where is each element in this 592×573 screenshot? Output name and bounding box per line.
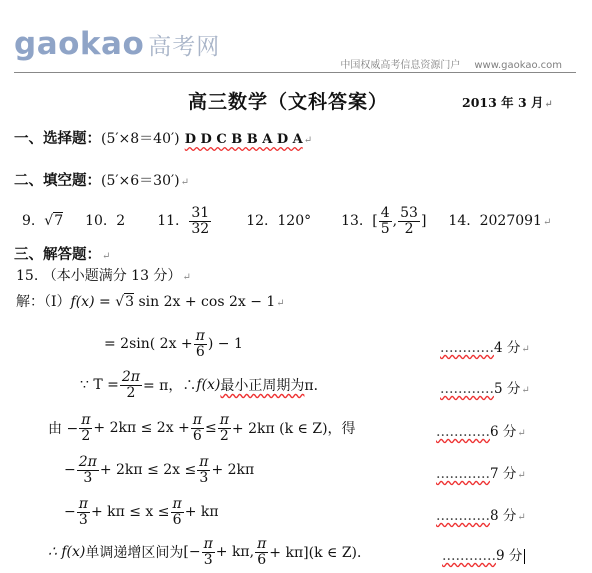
q15-line-3: ∵ T = $\frac{2\pi}{2}$ = π，∴ f(x) 最小正周期为 π． [80, 368, 328, 401]
header-divider [14, 72, 576, 73]
section-choice-formula: (5′×8＝40′) [101, 131, 180, 147]
doc-date: 2013 年 3 月↵ [462, 95, 553, 110]
choice-answers: D D C B B A D A [184, 132, 303, 147]
score-7: …………7 分↵ [436, 466, 526, 482]
gaokao-logo [14, 26, 220, 62]
section-solve: 三、解答题：↵ [14, 246, 111, 263]
section-fill-label: 二、填空题： [14, 172, 101, 189]
logo-latin: gaokao [14, 26, 145, 62]
q15-line-2: = 2sin( 2x + $\frac{\pi}{6}$ ) − 1 [104, 327, 243, 360]
q15-line-6: − $\frac{\pi}{3}$ + kπ ≤ x ≤ $\frac{\pi}{6}$ + kπ [64, 495, 219, 528]
q15-line-1: 解：（Ⅰ）f(x) = √3 sin 2x + cos 2x − 1↵ [16, 294, 285, 310]
fill-item-11: 11. $\frac{31}{32}$ [157, 204, 210, 237]
q15-line-5: − $\frac{2\pi}{3}$ + 2kπ ≤ 2x ≤ $\frac{\pi}{3}$ + 2kπ [64, 453, 255, 486]
q15-line-4: 由 − $\frac{\pi}{2}$ + 2kπ ≤ 2x + $\frac{\pi}{6}$ ≤ $\frac{\pi}{2}$ + 2kπ (k ∈ Z)，得 [48, 411, 356, 444]
text-cursor [524, 549, 525, 564]
score-6: …………6 分↵ [436, 424, 526, 440]
fraction: $\frac{31}{32}$ [191, 204, 210, 237]
section-choice: 一、选择题：(5′×8＝40′) D D C B B A D A↵ [14, 130, 313, 147]
score-9: …………9 分 [442, 544, 525, 564]
fill-item-12: 12. 120° [246, 213, 312, 229]
doc-title: 高三数学（文科答案） [188, 91, 389, 113]
score-8: …………8 分↵ [436, 508, 526, 524]
portal-tagline [340, 56, 562, 71]
logo-cn: 高考网 [148, 34, 221, 60]
fill-answers-row [22, 200, 551, 242]
score-5: …………5 分↵ [440, 381, 530, 397]
fill-item-9: 9. √7 [22, 213, 64, 229]
fill-item-14: 14. 2027091↵ [448, 213, 552, 229]
fill-item-10: 10. 2 [85, 213, 126, 229]
q15-line-7: ∴ f(x) 单调递增区间为 [− $\frac{\pi}{3}$ + kπ, $\frac{\pi}{6}$ + kπ](k ∈ Z)． [48, 535, 372, 568]
fill-item-13: 13. [ $\frac{4}{5}$ , $\frac{53}{2}$ ] [341, 204, 427, 237]
section-fill: 二、填空题：(5′×6＝30′)↵ [14, 172, 190, 189]
score-4: …………4 分↵ [440, 340, 530, 356]
section-choice-label: 一、选择题： [14, 130, 101, 147]
portal-text: 中国权威高考信息资源门户 [340, 60, 461, 71]
section-solve-label: 三、解答题： [14, 246, 101, 263]
section-fill-formula: (5′×6＝30′) [101, 173, 180, 189]
portal-url[interactable]: www.gaokao.com [474, 60, 562, 71]
q15-title: 15. （本小题满分 13 分）↵ [16, 268, 191, 284]
